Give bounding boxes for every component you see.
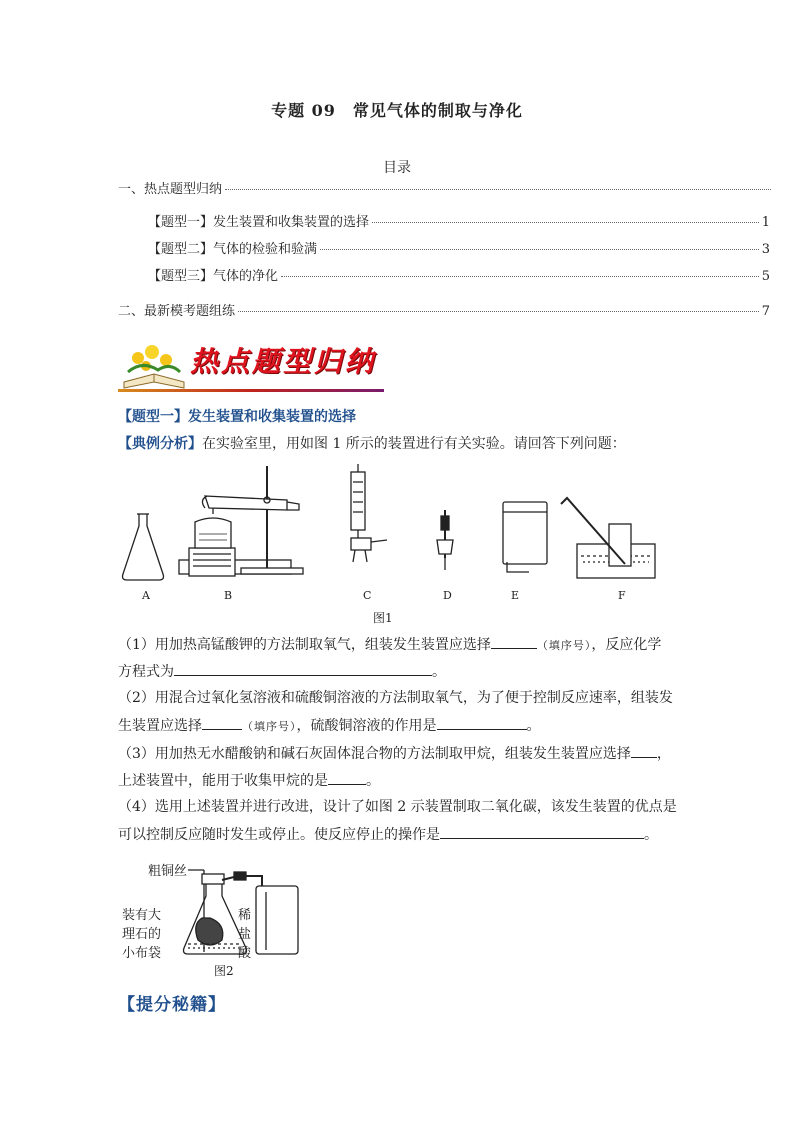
figure1-label-d: D <box>443 589 452 602</box>
figure1-label-e: E <box>511 589 520 602</box>
toc-item-label: 二、最新模考题组练 <box>118 304 236 319</box>
q2-text: （2）用混合过氧化氢溶液和硫酸铜溶液的方法制取氧气，为了便于控制反应速率，组装发 <box>118 690 673 706</box>
figure1-apparatus <box>115 462 675 592</box>
q1-end: 。 <box>432 664 446 680</box>
toc-item-label: 一、热点题型归纳 <box>118 182 223 197</box>
toc-item[interactable] <box>148 211 770 230</box>
q2-text-b: 生装置应选择 <box>118 718 202 734</box>
answer-blank[interactable] <box>202 715 242 730</box>
q1-text-c: 方程式为 <box>118 664 174 680</box>
toc-item-page: 5 <box>761 269 770 284</box>
banner-title: 热点题型归纳 <box>190 345 377 378</box>
q3-end: 。 <box>366 773 380 789</box>
toc-leader <box>372 222 759 223</box>
answer-blank[interactable] <box>491 634 537 649</box>
q4-text: （4）选用上述装置并进行改进，设计了如图 2 示装置制取二氧化碳，该发生装置的优点是 <box>118 799 677 815</box>
answer-blank[interactable] <box>174 661 432 676</box>
figure1-caption: 图1 <box>373 611 393 625</box>
toc-item[interactable] <box>118 178 774 197</box>
apparatus-f-trough <box>561 498 655 578</box>
toc-leader <box>238 311 759 312</box>
toc-leader <box>281 276 759 277</box>
lead-tag: 【典例分析】 <box>118 436 202 452</box>
apparatus-b-heating <box>179 466 303 576</box>
question-2-line2 <box>118 715 678 737</box>
answer-blank[interactable] <box>328 770 366 785</box>
banner-underline <box>118 389 384 392</box>
question-3-line2 <box>118 770 678 791</box>
figure1-label-f: F <box>618 589 626 602</box>
figure1-label-c: C <box>363 589 372 602</box>
figure1-label-b: B <box>224 589 233 602</box>
page-title: 专题 09 常见气体的制取与净化 <box>271 101 523 120</box>
toc-heading: 目录 <box>383 160 411 176</box>
toc-item-page: 1 <box>761 215 770 230</box>
figure1-label-a: A <box>142 589 150 602</box>
toc-leader <box>225 189 771 190</box>
apparatus-e-bottle <box>503 502 547 572</box>
q1-note: （填序号） <box>536 639 592 652</box>
apparatus-d-stopper <box>437 510 453 570</box>
q1-text-b: ，反应化学 <box>591 637 662 653</box>
figure2-label-acid-3: 酸 <box>238 946 252 961</box>
apparatus-a-flask <box>123 514 164 580</box>
toc-item-label: 【题型三】气体的净化 <box>148 269 279 284</box>
question-1 <box>118 634 678 656</box>
question-1-line2 <box>118 661 678 682</box>
toc-item-label: 【题型一】发生装置和收集装置的选择 <box>148 215 370 230</box>
figure2-label-acid-2: 盐 <box>238 927 252 942</box>
figure2-label-bag-1: 装有大 <box>122 908 162 923</box>
q4-end: 。 <box>644 827 658 843</box>
figure2-label-bag-3: 小布袋 <box>122 946 162 961</box>
question-2 <box>118 688 678 708</box>
q4-text-b: 可以控制反应随时发生或停止。使反应停止的操作是 <box>118 827 440 843</box>
toc-item-page: 7 <box>761 304 770 319</box>
question-3 <box>118 743 678 764</box>
q3-text-end: ， <box>656 746 671 762</box>
question-4 <box>118 797 678 817</box>
q2-note: （填序号） <box>242 720 297 733</box>
answer-blank[interactable] <box>440 824 644 839</box>
q3-text-b: 上述装置中，能用于收集甲烷的是 <box>118 773 328 789</box>
apparatus-c-syringe <box>351 464 387 562</box>
lead-paragraph <box>118 434 678 454</box>
q2-text-c: ，硫酸铜溶液的作用是 <box>296 718 437 734</box>
figure2-label-wire: 粗铜丝 <box>148 864 188 879</box>
section-heading: 【题型一】发生装置和收集装置的选择 <box>118 409 356 425</box>
q3-text: （3）用加热无水醋酸钠和碱石灰固体混合物的方法制取甲烷，组装发生装置应选择 <box>118 746 631 762</box>
q2-end: 。 <box>526 718 541 734</box>
toc-item[interactable] <box>148 265 770 284</box>
figure2-caption: 图2 <box>214 964 234 978</box>
q1-text: （1）用加热高锰酸钾的方法制取氧气，组装发生装置应选择 <box>118 637 491 653</box>
question-4-line2 <box>118 824 678 845</box>
lead-text: 在实验室里，用如图 1 所示的装置进行有关实验。请回答下列问题： <box>202 436 626 452</box>
toc-item-label: 【题型二】气体的检验和验满 <box>148 242 318 257</box>
toc-leader <box>320 249 759 250</box>
answer-blank[interactable] <box>631 743 657 758</box>
toc-item[interactable] <box>148 238 770 257</box>
figure2-label-bag-2: 理石的 <box>122 927 162 942</box>
toc-item-page: 3 <box>761 242 770 257</box>
answer-blank[interactable] <box>437 715 527 730</box>
figure2-label-acid-1: 稀 <box>238 908 252 923</box>
tips-heading: 【提分秘籍】 <box>118 995 226 1015</box>
toc-item[interactable] <box>118 300 770 319</box>
